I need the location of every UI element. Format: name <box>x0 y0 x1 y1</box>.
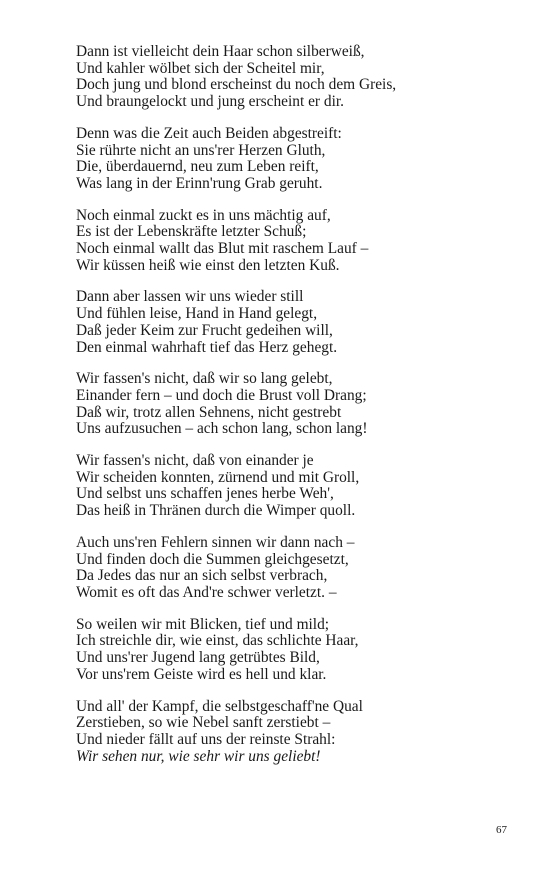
verse-line: Daß jeder Keim zur Frucht gedeihen will, <box>76 321 333 339</box>
verse-line: Doch jung und blond erscheinst du noch dem Greis, <box>76 76 397 94</box>
verse-line: Daß wir, trotz allen Sehnens, nicht gestrebt <box>76 403 342 421</box>
verse-line: Das heiß in Thränen durch die Wimper quoll. <box>76 502 356 520</box>
verse-line: Und nieder fällt auf uns der reinste Strahl: <box>76 730 336 748</box>
verse-line: Und finden doch die Summen gleichgesetzt, <box>76 550 349 568</box>
verse-line: Und braungelockt und jung erscheint er dir. <box>76 93 344 111</box>
verse-line: Und selbst uns schaffen jenes herbe Weh', <box>76 485 334 503</box>
stanza <box>76 208 550 275</box>
verse-line: Sie rührte nicht an uns'rer Herzen Gluth, <box>76 141 326 159</box>
stanza <box>76 289 550 356</box>
verse-line: Einander fern – und doch die Brust voll Drang; <box>76 386 367 404</box>
stanza <box>76 453 550 520</box>
verse-line: Uns aufzusuchen – ach schon lang, schon lang! <box>76 420 368 438</box>
verse-line: Denn was die Zeit auch Beiden abgestreift: <box>76 124 342 142</box>
stanza <box>76 44 550 111</box>
verse-line: Womit es oft das And're schwer verletzt. – <box>76 583 337 601</box>
stanza <box>76 699 550 766</box>
verse-line: Noch einmal wallt das Blut mit raschem Lauf – <box>76 240 369 258</box>
verse-line: Und all' der Kampf, die selbstgeschaff'ne Qual <box>76 697 363 715</box>
verse-line: Da Jedes das nur an sich selbst verbrach, <box>76 567 328 585</box>
verse-line: Dann ist vielleicht dein Haar schon silberweiß, <box>76 43 365 60</box>
stanza <box>76 126 550 193</box>
verse-line: Den einmal wahrhaft tief das Herz gehegt. <box>76 338 338 356</box>
verse-line: Vor uns'rem Geiste wird es hell und klar. <box>76 665 327 683</box>
verse-line: Ich streichle dir, wie einst, das schlichte Haar, <box>76 632 359 650</box>
verse-line: Und uns'rer Jugend lang getrübtes Bild, <box>76 649 320 667</box>
verse-line: So weilen wir mit Blicken, tief und mild; <box>76 615 330 633</box>
verse-line: Wir fassen's nicht, daß von einander je <box>76 452 314 470</box>
verse-line: Dann aber lassen wir uns wieder still <box>76 288 304 306</box>
verse-line: Wir fassen's nicht, daß wir so lang gelebt, <box>76 370 333 388</box>
verse-line: Es ist der Lebenskräfte letzter Schuß; <box>76 223 307 241</box>
stanza <box>76 535 550 602</box>
verse-line: Und fühlen leise, Hand in Hand gelegt, <box>76 305 318 323</box>
poem <box>76 44 550 765</box>
verse-line: Auch uns'ren Fehlern sinnen wir dann nach – <box>76 533 355 551</box>
verse-line: Und kahler wölbet sich der Scheitel mir, <box>76 59 325 77</box>
verse-line: Die, überdauernd, neu zum Leben reift, <box>76 158 319 176</box>
page-number: 67 <box>496 824 507 836</box>
stanza <box>76 617 550 684</box>
verse-line: Wir küssen heiß wie einst den letzten Kuß. <box>76 256 340 274</box>
verse-line: Wir scheiden konnten, zürnend und mit Groll, <box>76 468 360 486</box>
verse-line: Was lang in der Erinn'rung Grab geruht. <box>76 174 323 192</box>
verse-line-italic: Wir sehen nur, wie sehr wir uns geliebt! <box>76 747 321 765</box>
verse-line: Zerstieben, so wie Nebel sanft zerstiebt – <box>76 714 331 732</box>
stanza <box>76 371 550 438</box>
verse-line: Noch einmal zuckt es in uns mächtig auf, <box>76 206 331 224</box>
